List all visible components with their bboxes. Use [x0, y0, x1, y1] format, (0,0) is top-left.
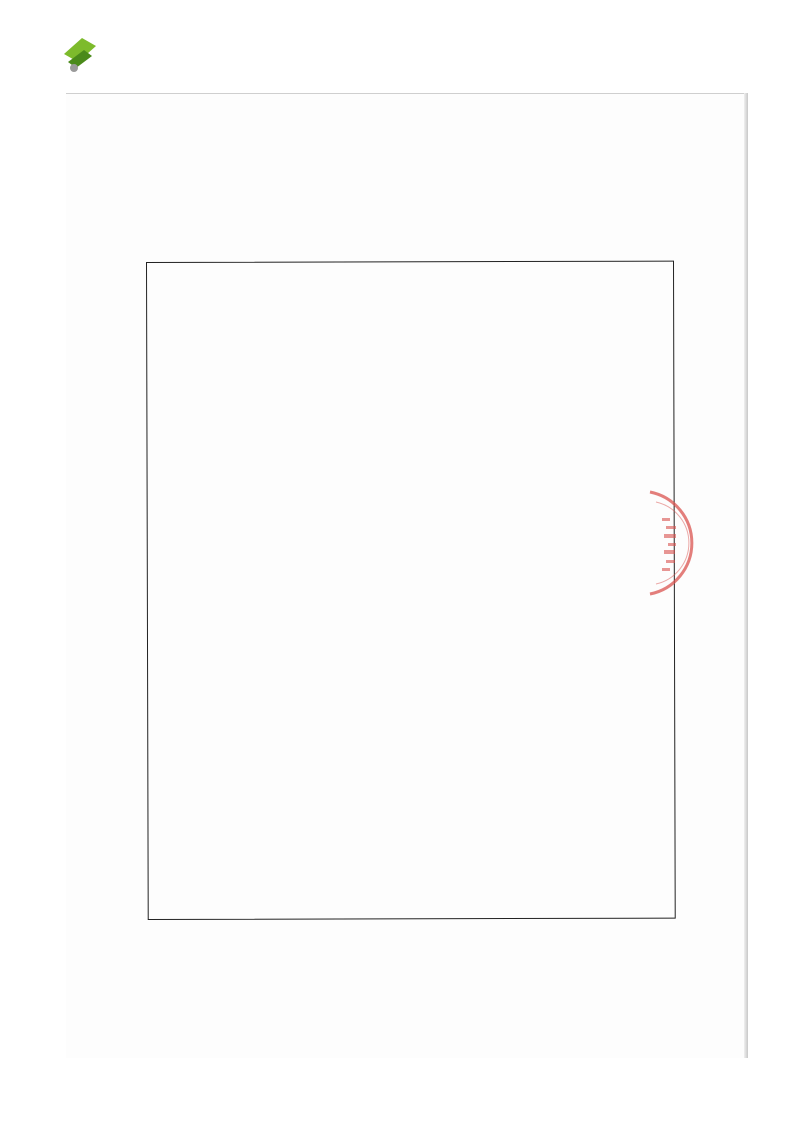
scan-top-border: [66, 93, 748, 94]
company-header: [62, 32, 462, 82]
company-logo-icon: [62, 32, 104, 74]
official-seal-icon: [640, 488, 702, 598]
info-table: [146, 261, 676, 920]
scan-right-edge: [744, 93, 748, 1058]
